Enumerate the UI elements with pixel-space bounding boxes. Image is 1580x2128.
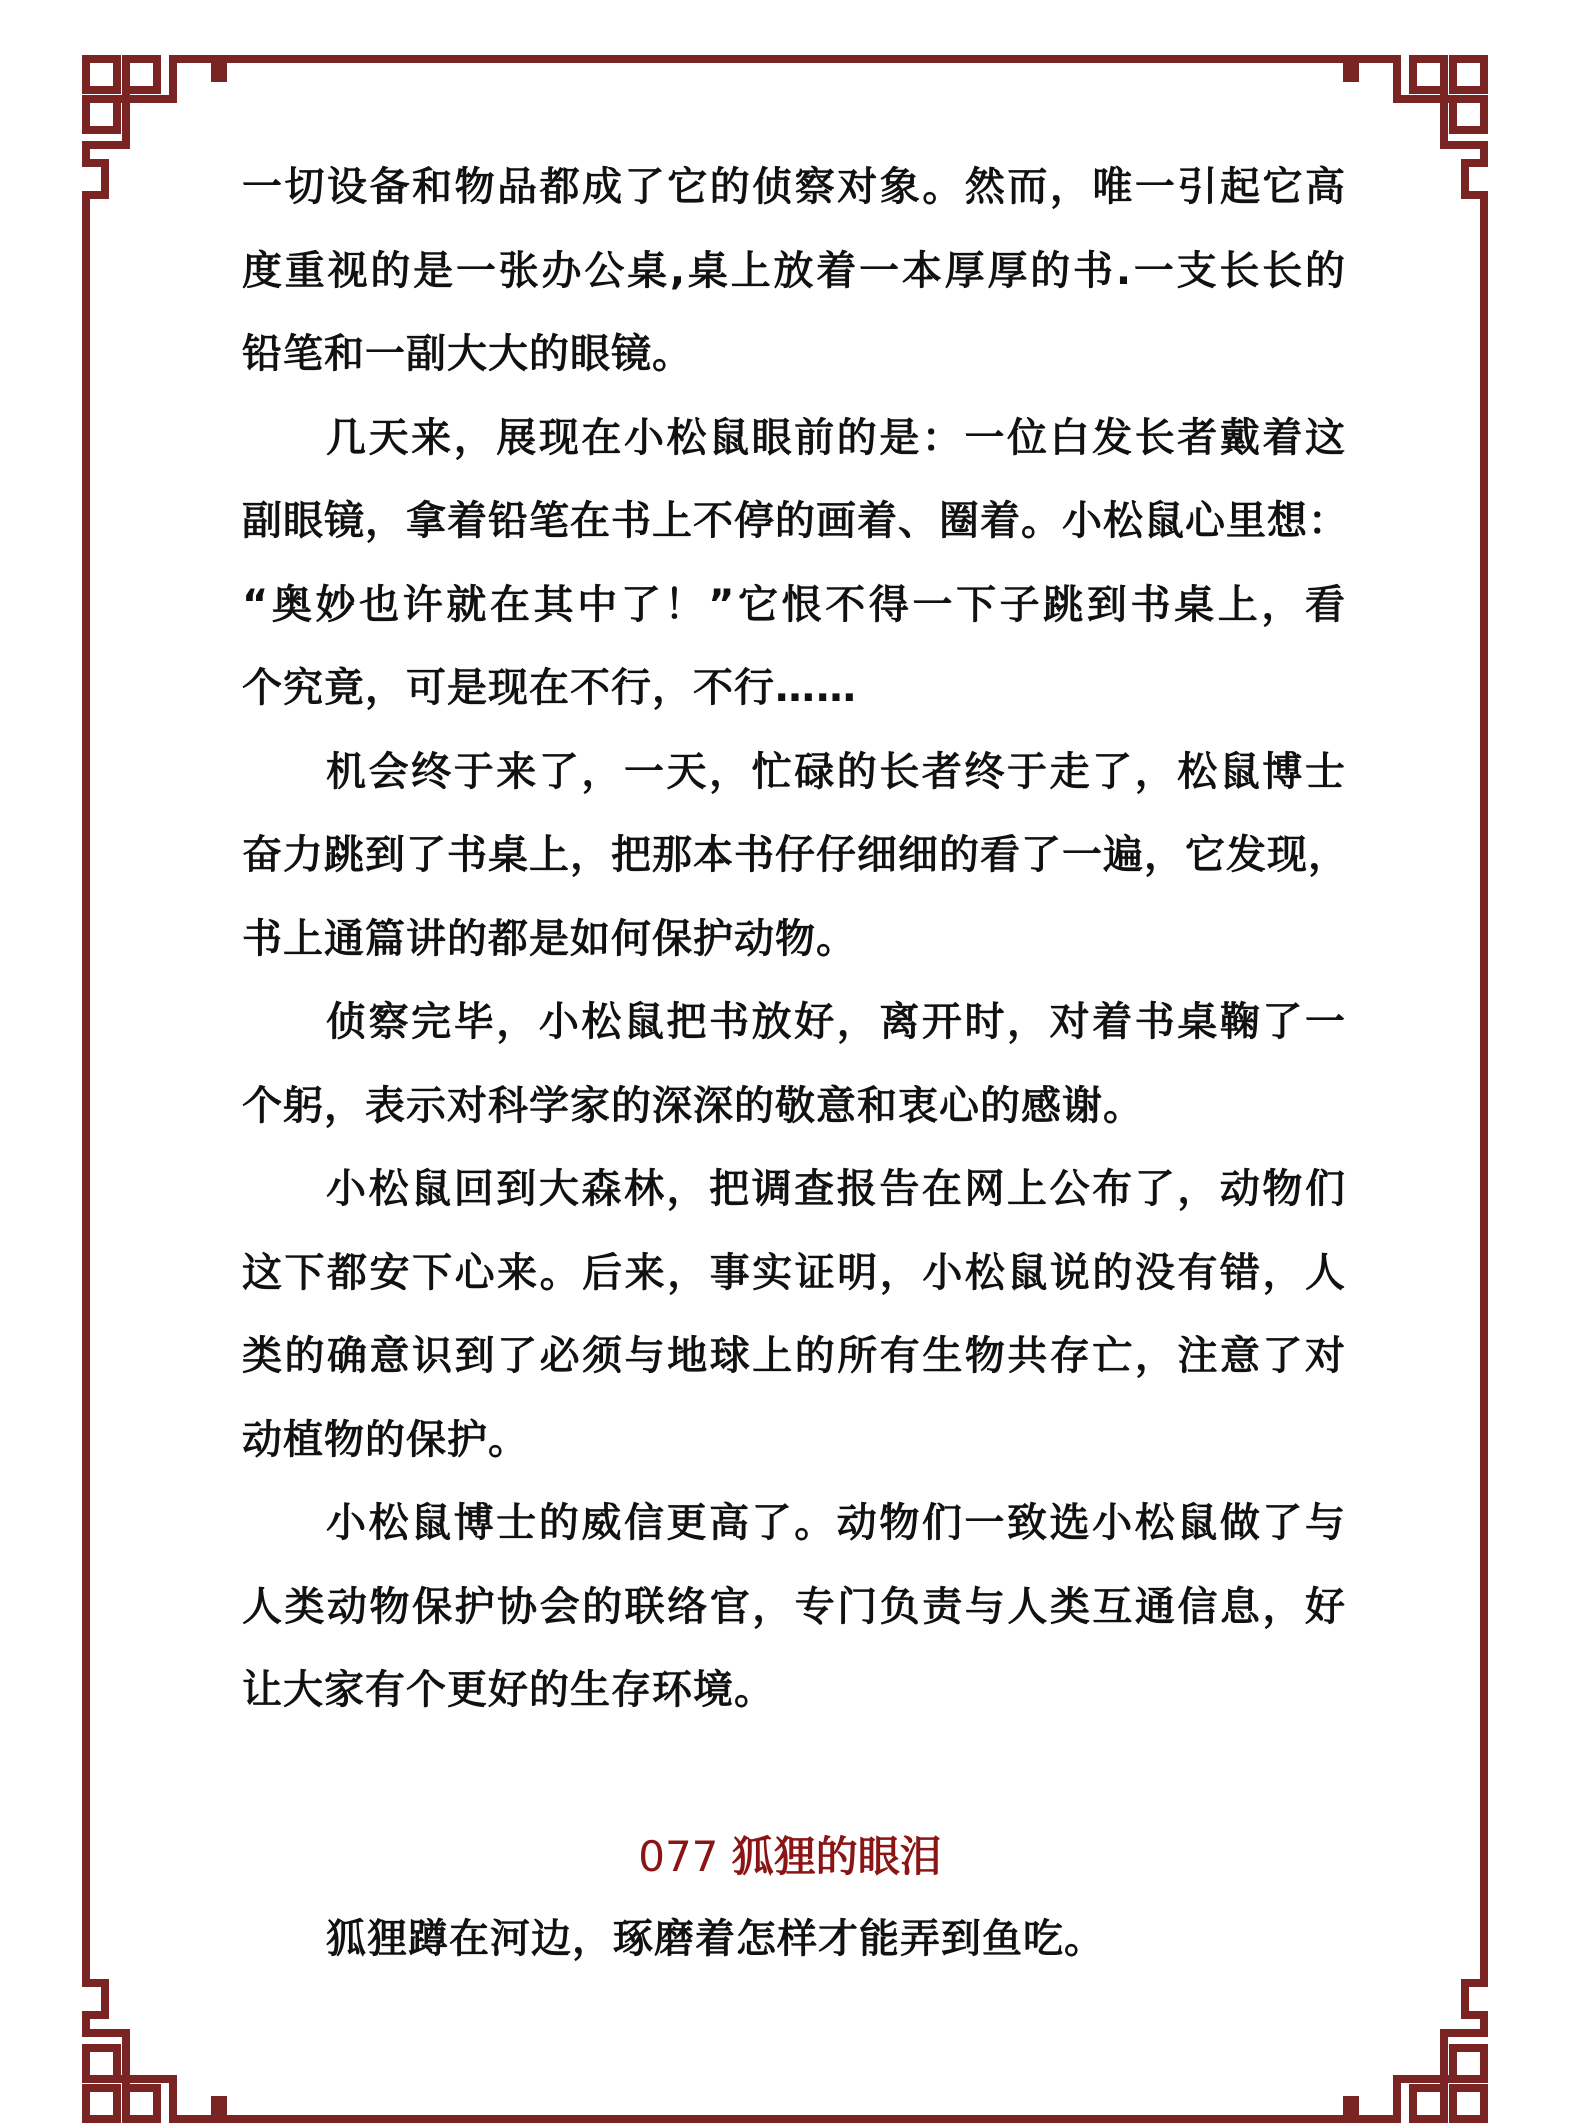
paragraph-line: 铅笔和一副大大的眼镜。 (242, 331, 693, 377)
paragraph (242, 146, 1346, 397)
paragraph-line: 奋力跳到了书桌上，把那本书仔仔细细的看了一遍，它发现， (242, 832, 1349, 878)
paragraph-line: 小松鼠博士的威信更高了。动物们一致选小松鼠做了与 (326, 1500, 1346, 1546)
paragraph-line: 人类动物保护协会的联络官，专门负责与人类互通信息，好 (242, 1583, 1346, 1630)
paragraph-line: 个究竟，可是现在不行，不行…… (242, 665, 857, 711)
paragraph-line: 狐狸蹲在河边，琢磨着怎样才能弄到鱼吃。 (326, 1916, 1105, 1962)
paragraph-line: 一切设备和物品都成了它的侦察对象。然而，唯一引起它高 (242, 164, 1346, 210)
fret-corner-bottom-left (86, 1983, 223, 2119)
story-opening-paragraph (242, 1898, 1346, 1982)
paragraph-line: 这下都安下心来。后来，事实证明，小松鼠说的没有错，人 (242, 1249, 1346, 1296)
paragraph-line: 个躬，表示对科学家的深深的敬意和衷心的感谢。 (242, 1082, 1144, 1129)
paragraph-line: 让大家有个更好的生存环境。 (242, 1667, 775, 1713)
story-body (242, 146, 1349, 1733)
paragraph-line: 侦察完毕，小松鼠把书放好，离开时，对着书桌鞠了一 (326, 999, 1346, 1045)
paragraph-line: “奥妙也许就在其中了！”它恨不得一下子跳到书桌上，看 (242, 581, 1346, 628)
fret-corner-top-right (1347, 59, 1484, 195)
paragraph (242, 1148, 1346, 1482)
paragraph (242, 731, 1349, 982)
paragraph-line: 副眼镜，拿着铅笔在书上不停的画着、圈着。小松鼠心里想： (242, 498, 1349, 544)
story-title (0, 1815, 1580, 1899)
paragraph (242, 981, 1346, 1148)
paragraph (242, 1482, 1346, 1733)
paragraph (242, 397, 1349, 731)
paragraph-line: 动植物的保护。 (242, 1416, 529, 1463)
fret-corner-bottom-right (1347, 1983, 1484, 2119)
story-title-text: 狐狸的眼泪 (731, 1832, 942, 1881)
paragraph-line: 几天来，展现在小松鼠眼前的是：一位白发长者戴着这 (326, 414, 1346, 461)
paragraph-line: 机会终于来了，一天，忙碌的长者终于走了，松鼠博士 (326, 748, 1346, 795)
paragraph-line: 类的确意识到了必须与地球上的所有生物共存亡，注意了对 (242, 1333, 1346, 1379)
paragraph-line: 小松鼠回到大森林，把调查报告在网上公布了，动物们 (326, 1166, 1346, 1212)
paragraph-line: 书上通篇讲的都是如何保护动物。 (242, 915, 857, 962)
paragraph-line: 度重视的是一张办公桌,桌上放着一本厚厚的书.一支长长的 (242, 247, 1346, 294)
fret-corner-top-left (86, 59, 223, 195)
story-number: 077 (638, 1832, 719, 1881)
